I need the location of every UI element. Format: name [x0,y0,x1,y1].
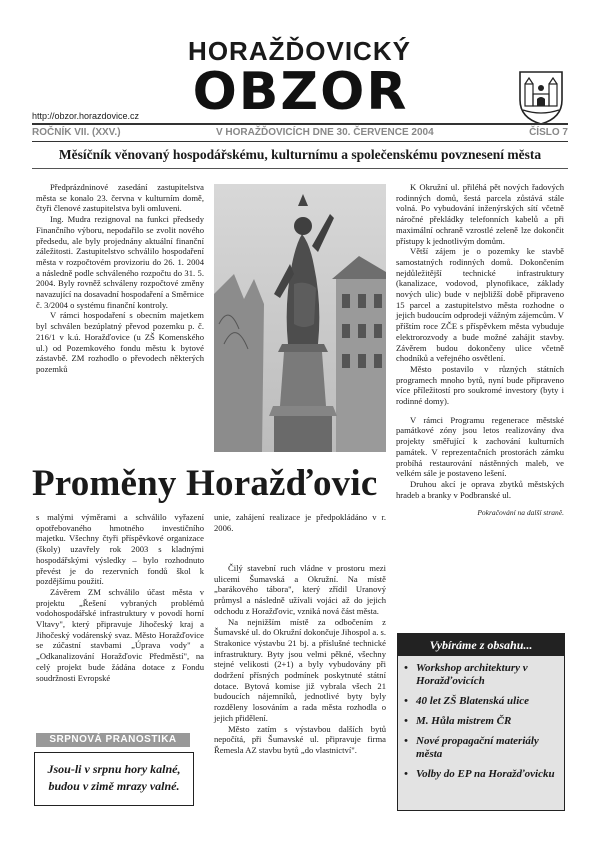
paragraph: V rámci hospodaření s obecním majetkem byl schválen bezúplatný převod pozemku p. č. 216/1 v k.ú. Horažďovice (u ZŠ Komenského ul.) od Pozemkového fondu městu k bytové zástavbě. ZM rozhodlo o převodech některých pozemků [36,310,204,374]
article-column-2-top [214,512,386,533]
paragraph: V rámci Programu regenerace městské památkové zóny jsou letos realizovány dva projekty směřující k zachování kulturních památek. V reprezentačních prostorách zámku probíhá restaurování nástěnných maleb, ve velkém sále je postaveno lešení. [396,414,564,479]
contents-item[interactable]: • Workshop architektury v Horažďovicích [404,662,558,688]
article-column-1-continued [36,512,204,683]
issue-number: ČÍSLO 7 [529,127,568,138]
main-headline: Proměny Horažďovic [32,463,378,504]
tagline-rule [32,168,568,169]
issue-place-date: V HORAŽĎOVICÍCH DNE 30. ČERVENCE 2004 [215,127,434,138]
article-column-1 [36,182,204,375]
paragraph: Druhou akcí je oprava zbytků městských hradeb a branky v Podbranské ul. [396,478,564,500]
paragraph: Větší zájem je o pozemky ke stavbě samostatných rodinných domů. Dokončením nejdůležitější technické infrastruktury (kanalizace, vodovod, plynofikace, základy nových ulic) bude v nejbližší době připraveno 15 parcel a zastupitelstvo města rozhodne o jejich budoucím odprodeji vážným zájemcům. V příštím roce ZČE s příspěvkem města vybuduje elektrorozvody a bude možné zahájit stavby. Závěrem budou dokončeny ulice včetně chodníků a veřejného osvětlení. [396,246,564,364]
contents-item[interactable]: • 40 let ZŠ Blatenská ulice [404,695,558,708]
paragraph: Na nejnižším místě za odbočením z Šumavské ul. do Okružní dokončuje Jihospol a. s. Strakonice výstavbu 21 bj. a příslušné technické infrastruktury. Byty jsou velmi pěkné, všechny stejné velikosti (2+1) a byly vybudovány při dodržení přísných podmínek poskytnuté státní dotace. Bytová komise již vybrala všech 21 budoucích nájemníků, jednotlivé byty byly rozděleny losováním a rada města rozhodla o jejich přidělení. [214,616,386,723]
paragraph: K Okružní ul. přiléhá pět nových řadových rodinných domů, šestá parcela zůstává stále volná. Po vybudování inženýrských sítí včetně náročné překládky telefonních kabelů a při maximální ochraně vzrostlé zeleně lze dokončit přístupy k jednotlivým domům. [396,182,564,246]
pranostika-box: Jsou-li v srpnu hory kalné, budou v zimě mrazy valné. [34,752,194,806]
paragraph: Ing. Mudra rezignoval na funkci předsedy Finančního výboru, nepodařilo se zvolit nového předsedu, ale byly projednány aktuální finanční záležitosti. Zastupitelstvo schválilo hospodaření města v rozpočtovém provizoriu do 26. 1. 2004 a následně podle schváleného rozpočtu do 31. 5. 2004. Byly rovněž schváleny rozpočtové změny navazující na dosavadní hospodaření a Směrnice č. 3/2004 o systému finanční kontroly. [36,214,204,310]
baroque-statue-photo [214,184,386,452]
contents-item[interactable]: • Volby do EP na Horažďovicku [404,768,558,781]
article-column-3 [396,182,564,519]
paragraph: Předprázdninové zasedání zastupitelstva města se konalo 23. června v kulturním domě, čtyři členové zastupitelstva byli omluveni. [36,182,204,214]
masthead-title: OBZOR [192,62,409,122]
town-crest-icon [517,66,565,126]
header-rule-bottom [32,141,568,142]
contents-list [398,656,564,781]
tagline: Měsíčník věnovaný hospodářskému, kulturnímu a společenskému povznesení města [58,147,542,162]
contents-item[interactable]: • Nové propagační materiály města [404,735,558,761]
contents-item[interactable]: • M. Hůla mistrem ČR [404,715,558,728]
paragraph: Město zatím s výstavbou dalších bytů nepočítá, při Šumavské ul. připravuje firma Řemesla AZ stavbu bytů „do vlastnictví". [214,723,386,755]
article-column-2 [214,563,386,756]
continued-note: Pokračování na další straně. [477,508,564,518]
paragraph: unie, zahájení realizace je předpokládáno v r. 2006. [214,512,386,533]
issue-volume: ROČNÍK VII. (XXV.) [32,127,121,138]
pranostika-label: SRPNOVÁ PRANOSTIKA [36,733,190,747]
contents-heading: Vybíráme z obsahu... [398,634,564,656]
header-rule-top [32,123,568,125]
paragraph: Město postavilo v různých státních programech mnoho bytů, nyní bude připraveno více příležitostí pro soukromé investory (byty i rodinné domy). [396,363,564,407]
paragraph: s malými výměrami a schválilo vyřazení opotřebovaného hmotného investičního majetku. Všechny čtyři příspěvkové organizace (školy) uzavřely rok 2003 s kladnými hospodářskými výsledky – bylo rozhodnuto převést je do rezervních fondů škol k pozdějšímu použití. [36,512,204,587]
masthead-kicker: HORAŽĎOVICKÝ [188,36,411,66]
website-url[interactable]: http://obzor.horazdovice.cz [32,111,140,121]
paragraph: Čilý stavební ruch vládne v prostoru mezi ulicemi Šumavská a Okružní. Na místě „barákového tábora", který zřídil Uranový průmysl a následně užívali vojáci až do jejich odchodu z Horažďovic, vzniká nová část města. [214,563,386,616]
contents-box [397,633,565,811]
issue-info-bar [32,126,568,139]
paragraph: Závěrem ZM schválilo účast města v projektu „Řešení vybraných problémů vodohospodářské infrastruktury v povodí horní Vltavy", který připravuje Jihočeský kraj a Jihočeský vodárenský svaz. Město Horažďovice se zúčastní stavbami „Úprava vody" a „Odkanalizování Horažďovic Předměstí", na celý projekt bude žádána dotace z Fondu soudržnosti Evropské [36,586,204,683]
